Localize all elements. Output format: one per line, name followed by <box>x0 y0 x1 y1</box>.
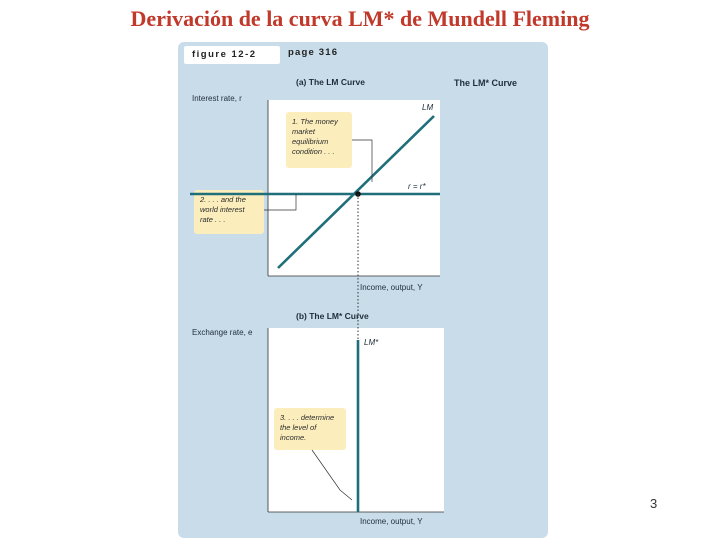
panel-a-y-label: Interest rate, r <box>192 94 242 103</box>
side-title: The LM* Curve <box>454 78 518 88</box>
note-income-level: 3. . . . determine the level of income. <box>274 408 346 450</box>
world-rate-label: r = r* <box>408 182 426 191</box>
figure-tab-label: figure 12-2 <box>192 49 257 60</box>
panel-b-y-label: Exchange rate, e <box>192 328 253 337</box>
page-number: 3 <box>650 496 658 511</box>
lm-star-curve-label: LM* <box>364 338 379 347</box>
panel-a-title: (a) The LM Curve <box>296 77 365 87</box>
note-1-pointer <box>352 140 372 182</box>
slide-title: Derivación de la curva LM* de Mundell Fleming <box>130 6 590 31</box>
panel-b-title: (b) The LM* Curve <box>296 311 369 321</box>
panel-a-x-label: Income, output, Y <box>360 283 423 292</box>
note-2-pointer <box>264 194 296 210</box>
note-3-pointer <box>312 450 352 500</box>
lm-curve-label: LM <box>422 103 434 112</box>
panel-b-x-label: Income, output, Y <box>360 517 423 526</box>
note-world-interest: 2. . . . and the world interest rate . . . <box>194 190 264 234</box>
note-money-market: 1. The money market equilibrium condition . . . <box>286 112 352 168</box>
page-tag: page 316 <box>288 47 339 58</box>
lm-curve <box>278 116 434 268</box>
